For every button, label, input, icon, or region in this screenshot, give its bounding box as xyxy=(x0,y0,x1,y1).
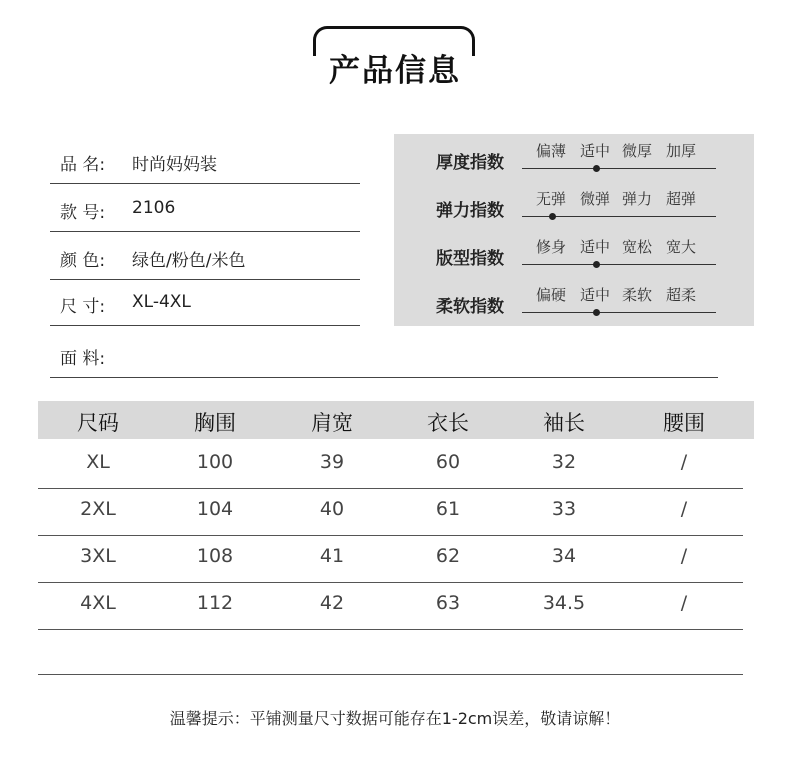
table-row xyxy=(38,582,743,630)
info-label: 款 号: xyxy=(60,203,106,223)
table-cell: 108 xyxy=(196,545,234,567)
index-marker xyxy=(593,261,600,268)
index-option: 弹力 xyxy=(622,190,653,208)
index-option: 宽松 xyxy=(622,238,653,256)
index-option: 超柔 xyxy=(666,286,697,304)
divider xyxy=(50,377,718,378)
index-scale-line xyxy=(522,168,716,169)
info-value: 2106 xyxy=(132,198,176,218)
table-cell: 41 xyxy=(319,545,345,567)
index-option: 修身 xyxy=(536,238,567,256)
table-cell: 34.5 xyxy=(542,592,586,614)
table-cell: 112 xyxy=(196,592,234,614)
index-option: 微弹 xyxy=(580,190,611,208)
table-cell: 61 xyxy=(435,498,461,520)
index-scale-line xyxy=(522,264,716,265)
index-option: 超弹 xyxy=(666,190,697,208)
index-row-fit xyxy=(394,230,754,278)
divider xyxy=(50,325,360,326)
index-option: 无弹 xyxy=(536,190,567,208)
index-panel xyxy=(394,134,754,326)
table-cell: 62 xyxy=(435,545,461,567)
table-cell: 63 xyxy=(435,592,461,614)
table-cell: / xyxy=(680,545,688,567)
index-label: 弹力指数 xyxy=(436,201,504,221)
index-option: 宽大 xyxy=(666,238,697,256)
index-marker xyxy=(549,213,556,220)
index-option: 适中 xyxy=(580,142,611,160)
info-label: 面 料: xyxy=(60,349,106,369)
size-table-header xyxy=(38,401,754,439)
table-row xyxy=(38,535,743,583)
index-option: 加厚 xyxy=(666,142,697,160)
index-scale-line xyxy=(522,312,716,313)
table-cell: 2XL xyxy=(80,498,116,520)
table-row xyxy=(38,441,743,489)
column-header: 腰围 xyxy=(663,411,705,435)
table-cell: 32 xyxy=(551,451,577,473)
index-row-softness xyxy=(394,278,754,326)
info-row-style-no xyxy=(50,184,360,232)
index-marker xyxy=(593,309,600,316)
table-cell: 100 xyxy=(196,451,234,473)
index-row-thickness xyxy=(394,134,754,182)
info-row-name xyxy=(50,136,360,184)
index-label: 厚度指数 xyxy=(436,153,504,173)
footer-note: 温馨提示：平铺测量尺寸数据可能存在1-2cm误差，敬请谅解！ xyxy=(169,709,621,728)
table-cell: 40 xyxy=(319,498,345,520)
index-row-elasticity xyxy=(394,182,754,230)
table-cell: 34 xyxy=(551,545,577,567)
index-option: 偏薄 xyxy=(536,142,567,160)
info-label: 尺 寸: xyxy=(60,297,106,317)
index-label: 版型指数 xyxy=(436,249,504,269)
info-label: 品 名: xyxy=(60,155,106,175)
column-header: 衣长 xyxy=(427,411,469,435)
column-header: 肩宽 xyxy=(311,411,353,435)
table-cell: 33 xyxy=(551,498,577,520)
table-cell: 60 xyxy=(435,451,461,473)
page-title: 产品信息 xyxy=(329,53,461,89)
index-option: 适中 xyxy=(580,238,611,256)
table-cell: XL xyxy=(86,451,110,473)
table-cell: / xyxy=(680,498,688,520)
info-value: XL-4XL xyxy=(132,292,191,312)
column-header: 胸围 xyxy=(194,411,236,435)
table-cell: / xyxy=(680,592,688,614)
column-header: 袖长 xyxy=(543,411,585,435)
table-row xyxy=(38,488,743,536)
index-marker xyxy=(593,165,600,172)
info-row-color xyxy=(50,232,360,280)
table-cell: 39 xyxy=(319,451,345,473)
table-cell: 104 xyxy=(196,498,234,520)
info-row-size xyxy=(50,278,360,326)
divider xyxy=(38,674,743,675)
info-value: 时尚妈妈装 xyxy=(132,155,217,175)
column-header: 尺码 xyxy=(77,411,119,435)
info-label: 颜 色: xyxy=(60,251,106,271)
index-option: 柔软 xyxy=(622,286,653,304)
table-cell: 42 xyxy=(319,592,345,614)
table-cell: / xyxy=(680,451,688,473)
info-row-fabric xyxy=(50,330,718,378)
index-option: 偏硬 xyxy=(536,286,567,304)
index-option: 适中 xyxy=(580,286,611,304)
table-cell: 3XL xyxy=(80,545,116,567)
table-cell: 4XL xyxy=(80,592,116,614)
index-label: 柔软指数 xyxy=(436,297,504,317)
index-option: 微厚 xyxy=(622,142,653,160)
info-value: 绿色/粉色/米色 xyxy=(132,251,246,271)
